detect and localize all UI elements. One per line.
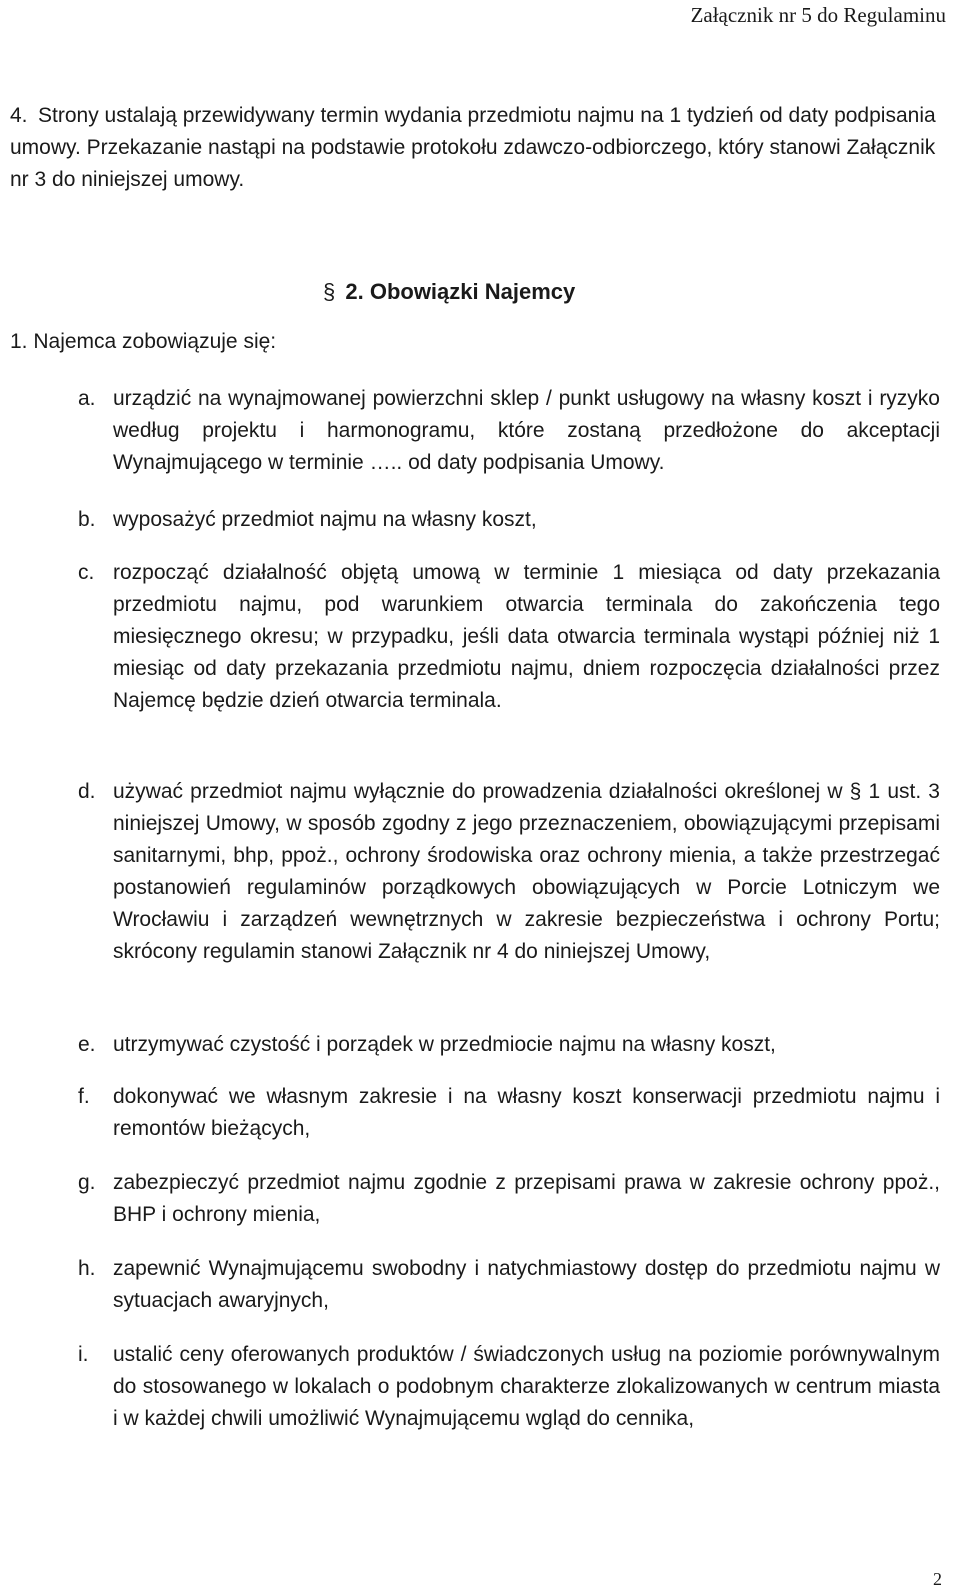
- list-item-text: wyposażyć przedmiot najmu na własny koszt,: [113, 508, 537, 531]
- paragraph-number: 4.: [10, 104, 28, 127]
- list-item-text: dokonywać we własnym zakresie i na własny koszt konserwacji przedmiotu najmu i remontów bieżących,: [113, 1085, 940, 1140]
- list-item-label: c.: [78, 561, 95, 584]
- list-item-text: używać przedmiot najmu wyłącznie do prowadzenia działalności określonej w § 1 ust. 3 niniejszej Umowy, w sposób zgodny z jego przeznaczeniem, obowiązującymi przepisami sanitarnymi, bhp, ppoż., ochrony środowiska oraz ochrony mienia, a także przestrzegać postanowień regulaminów porządkowych obowiązujących w Porcie Lotniczym we Wrocławiu i zarządzeń wewnętrznych w zakresie bezpieczeństwa i ochrony Portu; skrócony regulamin stanowi Załącznik nr 4 do niniejszej Umowy,: [113, 780, 940, 963]
- page-header: Załącznik nr 5 do Regulaminu: [690, 3, 946, 27]
- paragraph-text: Strony ustalają przewidywany termin wydania przedmiotu najmu na 1 tydzień od daty podpisania umowy. Przekazanie nastąpi na podstawie protokołu zdawczo-odbiorczego, który stanowi Załącznik nr 3 do niniejszej umowy.: [10, 104, 936, 191]
- list-item-text: urządzić na wynajmowanej powierzchni sklep / punkt usługowy na własny koszt i ryzyko według projektu i harmonogramu, które zostaną przedłożone do akceptacji Wynajmującego w terminie ….. od daty podpisania Umowy.: [113, 387, 940, 474]
- list-item-h: [78, 1253, 940, 1317]
- list-item-label: g.: [78, 1171, 96, 1194]
- list-item-text: zapewnić Wynajmującemu swobodny i natychmiastowy dostęp do przedmiotu najmu w sytuacjach awaryjnych,: [113, 1257, 940, 1312]
- list-item-c: [78, 557, 940, 717]
- list-item-d: [78, 776, 940, 968]
- list-item-e: [78, 1029, 940, 1061]
- list-item-text: rozpocząć działalność objętą umową w terminie 1 miesiąca od daty przekazania przedmiotu najmu, pod warunkiem otwarcia terminala do zakończenia tego miesięcznego okresu; w przypadku, jeśli data otwarcia terminala wystąpi później niż 1 miesiąc od daty przekazania przedmiotu najmu, dniem rozpoczęcia działalności przez Najemcę będzie dzień otwarcia terminala.: [113, 561, 940, 712]
- list-item-f: [78, 1081, 940, 1145]
- section-heading: [323, 277, 575, 307]
- paragraph-4: [10, 100, 950, 196]
- obligations-intro: 1. Najemca zobowiązuje się:: [10, 330, 277, 353]
- section-title-text: 2. Obowiązki Najemcy: [345, 279, 576, 304]
- list-item-b: [78, 504, 940, 536]
- list-item-label: h.: [78, 1257, 96, 1280]
- list-item-a: [78, 383, 940, 479]
- list-item-text: utrzymywać czystość i porządek w przedmiocie najmu na własny koszt,: [113, 1033, 776, 1056]
- list-item-label: d.: [78, 780, 96, 803]
- list-item-label: a.: [78, 387, 96, 410]
- section-symbol: §: [323, 279, 336, 304]
- list-item-text: ustalić ceny oferowanych produktów / świadczonych usług na poziomie porównywalnym do stosowanego w lokalach o podobnym charakterze zlokalizowanych w centrum miasta i w każdej chwili umożliwić Wynajmującemu wgląd do cennika,: [113, 1343, 940, 1430]
- list-item-i: [78, 1339, 940, 1435]
- list-item-text: zabezpieczyć przedmiot najmu zgodnie z przepisami prawa w zakresie ochrony ppoż., BHP i ochrony mienia,: [113, 1171, 940, 1226]
- list-item-label: e.: [78, 1033, 96, 1056]
- page-number: 2: [933, 1569, 942, 1589]
- list-item-label: f.: [78, 1085, 90, 1108]
- list-item-label: i.: [78, 1343, 89, 1366]
- list-item-label: b.: [78, 508, 96, 531]
- list-item-g: [78, 1167, 940, 1231]
